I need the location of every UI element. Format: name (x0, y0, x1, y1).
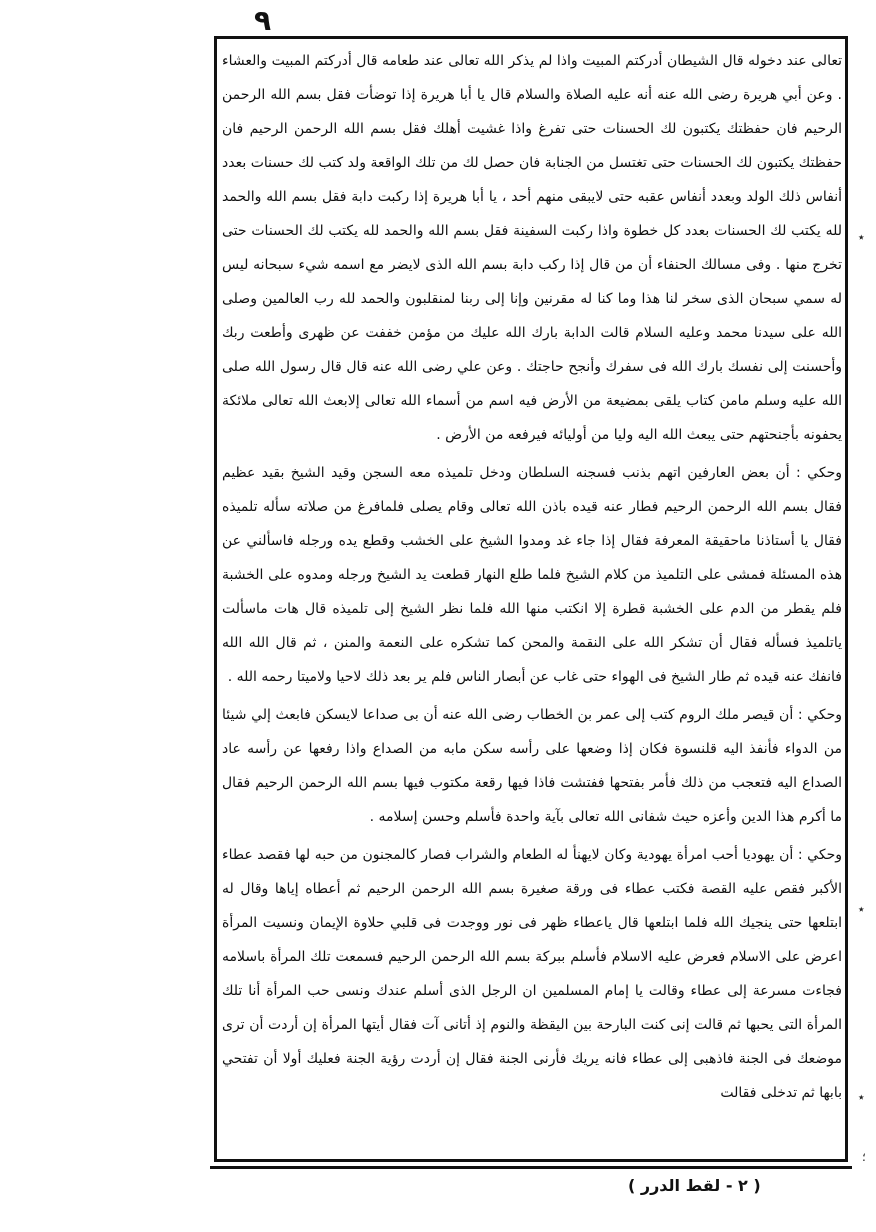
margin-mark: ٭ (858, 902, 865, 916)
paragraph: وحكي : أن بعض العارفين اتهم بذنب فسجنه السلطان ودخل تلميذه معه السجن وقيد الشيخ بقيد عظيم فقال بسم الله الرحمن الرحيم فطار عنه قيده باذن الله تعالى وقام يصلى فلمافرغ من صلاته سأله تلميذه فقال يا أستاذنا ماحقيقة المعرفة فقال إذا جاء غد ومدوا الشيخ على الخشب وقطع يده ورجله فاسألني عن هذه المسئلة فمشى على التلميذ من كلام الشيخ فلما طلع النهار قطعت يد الشيخ ورجله ومدوه على الخشبة فلم يقطر من الدم على الخشبة قطرة إلا انكتب منها الله فلما نظر الشيخ إلى تلميذه قال هات ماسألت ياتلميذ فسأله فقال أن تشكر الله على النقمة والمحن كما تشكره على النعمة والمنن ، ثم قال الله الله فانفك عنه قيده ثم طار الشيخ فى الهواء حتى غاب عن أبصار الناس فلم ير بعد ذلك لاحيا ولاميتا رحمه الله . (222, 465, 842, 685)
paragraph: تعالى عند دخوله قال الشيطان أدركتم المبيت واذا لم يذكر الله تعالى عند طعامه قال أدركتم المبيت والعشاء . وعن أبي هريرة رضى الله عنه أنه عليه الصلاة والسلام قال يا أبا هريرة إذا توضأت فقل بسم الله الرحمن الرحيم فان حفظتك يكتبون لك الحسنات حتى تفرغ واذا غشيت أهلك فقل بسم الله الرحمن الرحيم فان حفظتك يكتبون لك الحسنات حتى تغتسل من الجنابة فان حصل لك من تلك الواقعة ولد كتب لك حسنات بعدد أنفاس ذلك الولد وبعدد أنفاس عقبه حتى لايبقى منهم أحد ، يا أبا هريرة إذا ركبت دابة فقل بسم الله والحمد لله يكتب لك الحسنات بعدد كل خطوة واذا ركبت السفينة فقل بسم الله والحمد لله يكتب لك الحسنات حتى تخرج منها . وفى مسالك الحنفاء أن من قال إذا ركب دابة بسم الله الذى لايضر مع اسمه شيء سبحانه ليس له سمي سبحان الذى سخر لنا هذا وما كنا له مقرنين وإنا إلى ربنا لمنقلبون والحمد لله رب العالمين وصلى الله على سيدنا محمد وعليه السلام قالت الدابة بارك الله عليك من مؤمن خففت عن ظهرى وأطعت ربك وأحسنت إلى نفسك بارك الله فى سفرك وأنجح حاجتك . وعن علي رضى الله عنه قال قال رسول الله صلى الله عليه وسلم مامن كتاب يلقى بمضيعة من الأرض فيه اسم من أسماء الله تعالى إلابعث الله تعالى ملائكة يحفونه بأجنحتهم حتى يبعث الله اليه وليا من أوليائه فيرفعه من الأرض . (222, 53, 842, 443)
page-body (222, 44, 842, 1154)
paragraph: وحكي : أن يهوديا أحب امرأة يهودية وكان لايهنأ له الطعام والشراب فصار كالمجنون من حبه لها فقصد عطاء الأكبر فقص عليه القصة فكتب عطاء فى ورقة صغيرة بسم الله الرحمن الرحيم ثم أعطاه إياها وقال له ابتلعها حتى ينجيك الله فلما ابتلعها قال ياعطاء ظهر فى نور ووجدت فى قلبي حلاوة الإيمان ونسيت المرأة اعرض على الاسلام فعرض عليه الاسلام فأسلم ببركة بسم الله الرحمن الرحيم فسمعت تلك المرأة باسلامه فجاءت مسرعة إلى عطاء وقالت يا إمام المسلمين ان الرجل الذى أسلم عندك ونسى حب المرأة أنا تلك المرأة التى يحبها ثم قالت إنى كنت البارحة بين اليقظة والنوم إذ أتانى آت فقال أيتها المرأة إن أردت أن ترى موضعك فى الجنة فاذهبى إلى عطاء فانه يريك فأرنى الجنة فقال إن أردت رؤية الجنة فعليك أولا أن تفتحي بابها ثم تدخلى فقالت (222, 847, 842, 1101)
footer-label: ( ٢ - لقط الدرر ) (628, 1176, 761, 1195)
margin-mark: ٭ (858, 230, 865, 244)
margin-mark: ؛ (862, 1150, 866, 1164)
footer-rule (210, 1166, 852, 1169)
page-number: ٩ (254, 4, 272, 37)
paragraph: وحكي : أن قيصر ملك الروم كتب إلى عمر بن الخطاب رضى الله عنه أن بى صداعا لايسكن فابعث إلي شيئا من الدواء فأنفذ اليه قلنسوة فكان إذا وضعها على رأسه سكن مابه من الصداع واذا رفعها عن رأسه عاد الصداع اليه فتعجب من ذلك فأمر بفتحها ففتشت فاذا فيها رقعة مكتوب فيها بسم الله الرحمن الرحيم فقال ما أكرم هذا الدين وأعزه حيث شفانى الله تعالى بآية واحدة فأسلم وحسن إسلامه . (222, 707, 842, 825)
margin-mark: ٭ (858, 1090, 865, 1104)
